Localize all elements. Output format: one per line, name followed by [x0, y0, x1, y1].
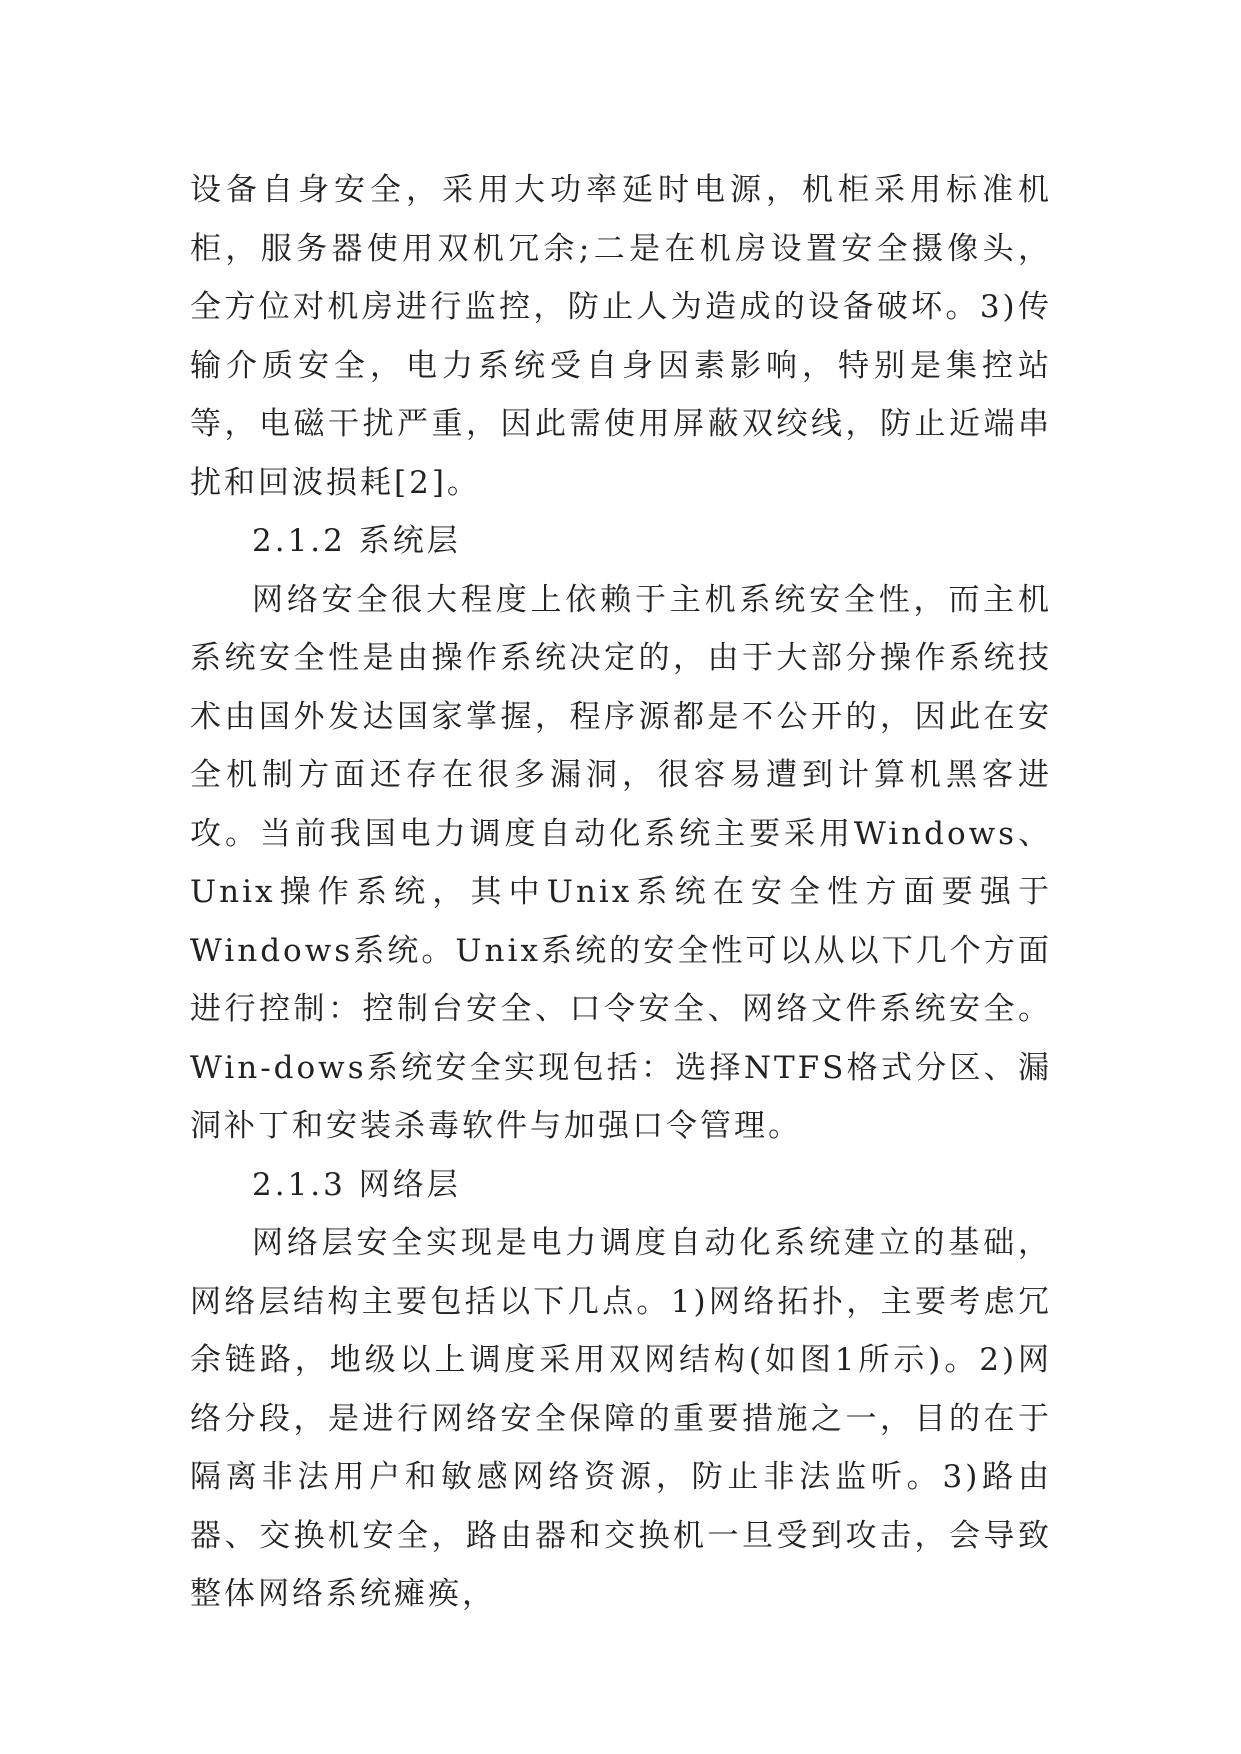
paragraph-continued: 设备自身安全，采用大功率延时电源，机柜采用标准机柜，服务器使用双机冗余;二是在机房设置安全摄像头，全方位对机房进行监控，防止人为造成的设备破坏。3)传输介质安全，电力系统受自身因素影响，特别是集控站等，电磁干扰严重，因此需使用屏蔽双绞线，防止近端串扰和回波损耗[2]。: [190, 172, 1052, 501]
document-body: [190, 161, 1052, 1624]
section-heading-2-1-2: 2.1.2 系统层: [252, 523, 461, 559]
section-heading-2-1-3: 2.1.3 网络层: [252, 1166, 461, 1203]
paragraph-network-layer: 网络层安全实现是电力调度自动化系统建立的基础，网络层结构主要包括以下几点。1)网络拓扑，主要考虑冗余链路，地级以上调度采用双网结构(如图1所示)。2)网络分段，是进行网络安全保障的重要措施之一，目的在于隔离非法用户和敏感网络资源，防止非法监听。3)路由器、交换机安全，路由器和交换机一旦受到攻击，会导致整体网络系统瘫痪，: [190, 1225, 1052, 1612]
paragraph-system-layer: 网络安全很大程度上依赖于主机系统安全性，而主机系统安全性是由操作系统决定的，由于大部分操作系统技术由国外发达国家掌握，程序源都是不公开的，因此在安全机制方面还存在很多漏洞，很容易遭到计算机黑客进攻。当前我国电力调度自动化系统主要采用Windows、Unix操作系统，其中Unix系统在安全性方面要强于Windows系统。Unix系统的安全性可以从以下几个方面进行控制：控制台安全、口令安全、网络文件系统安全。Win-dows系统安全实现包括：选择NTFS格式分区、漏洞补丁和安装杀毒软件与加强口令管理。: [190, 581, 1052, 1144]
